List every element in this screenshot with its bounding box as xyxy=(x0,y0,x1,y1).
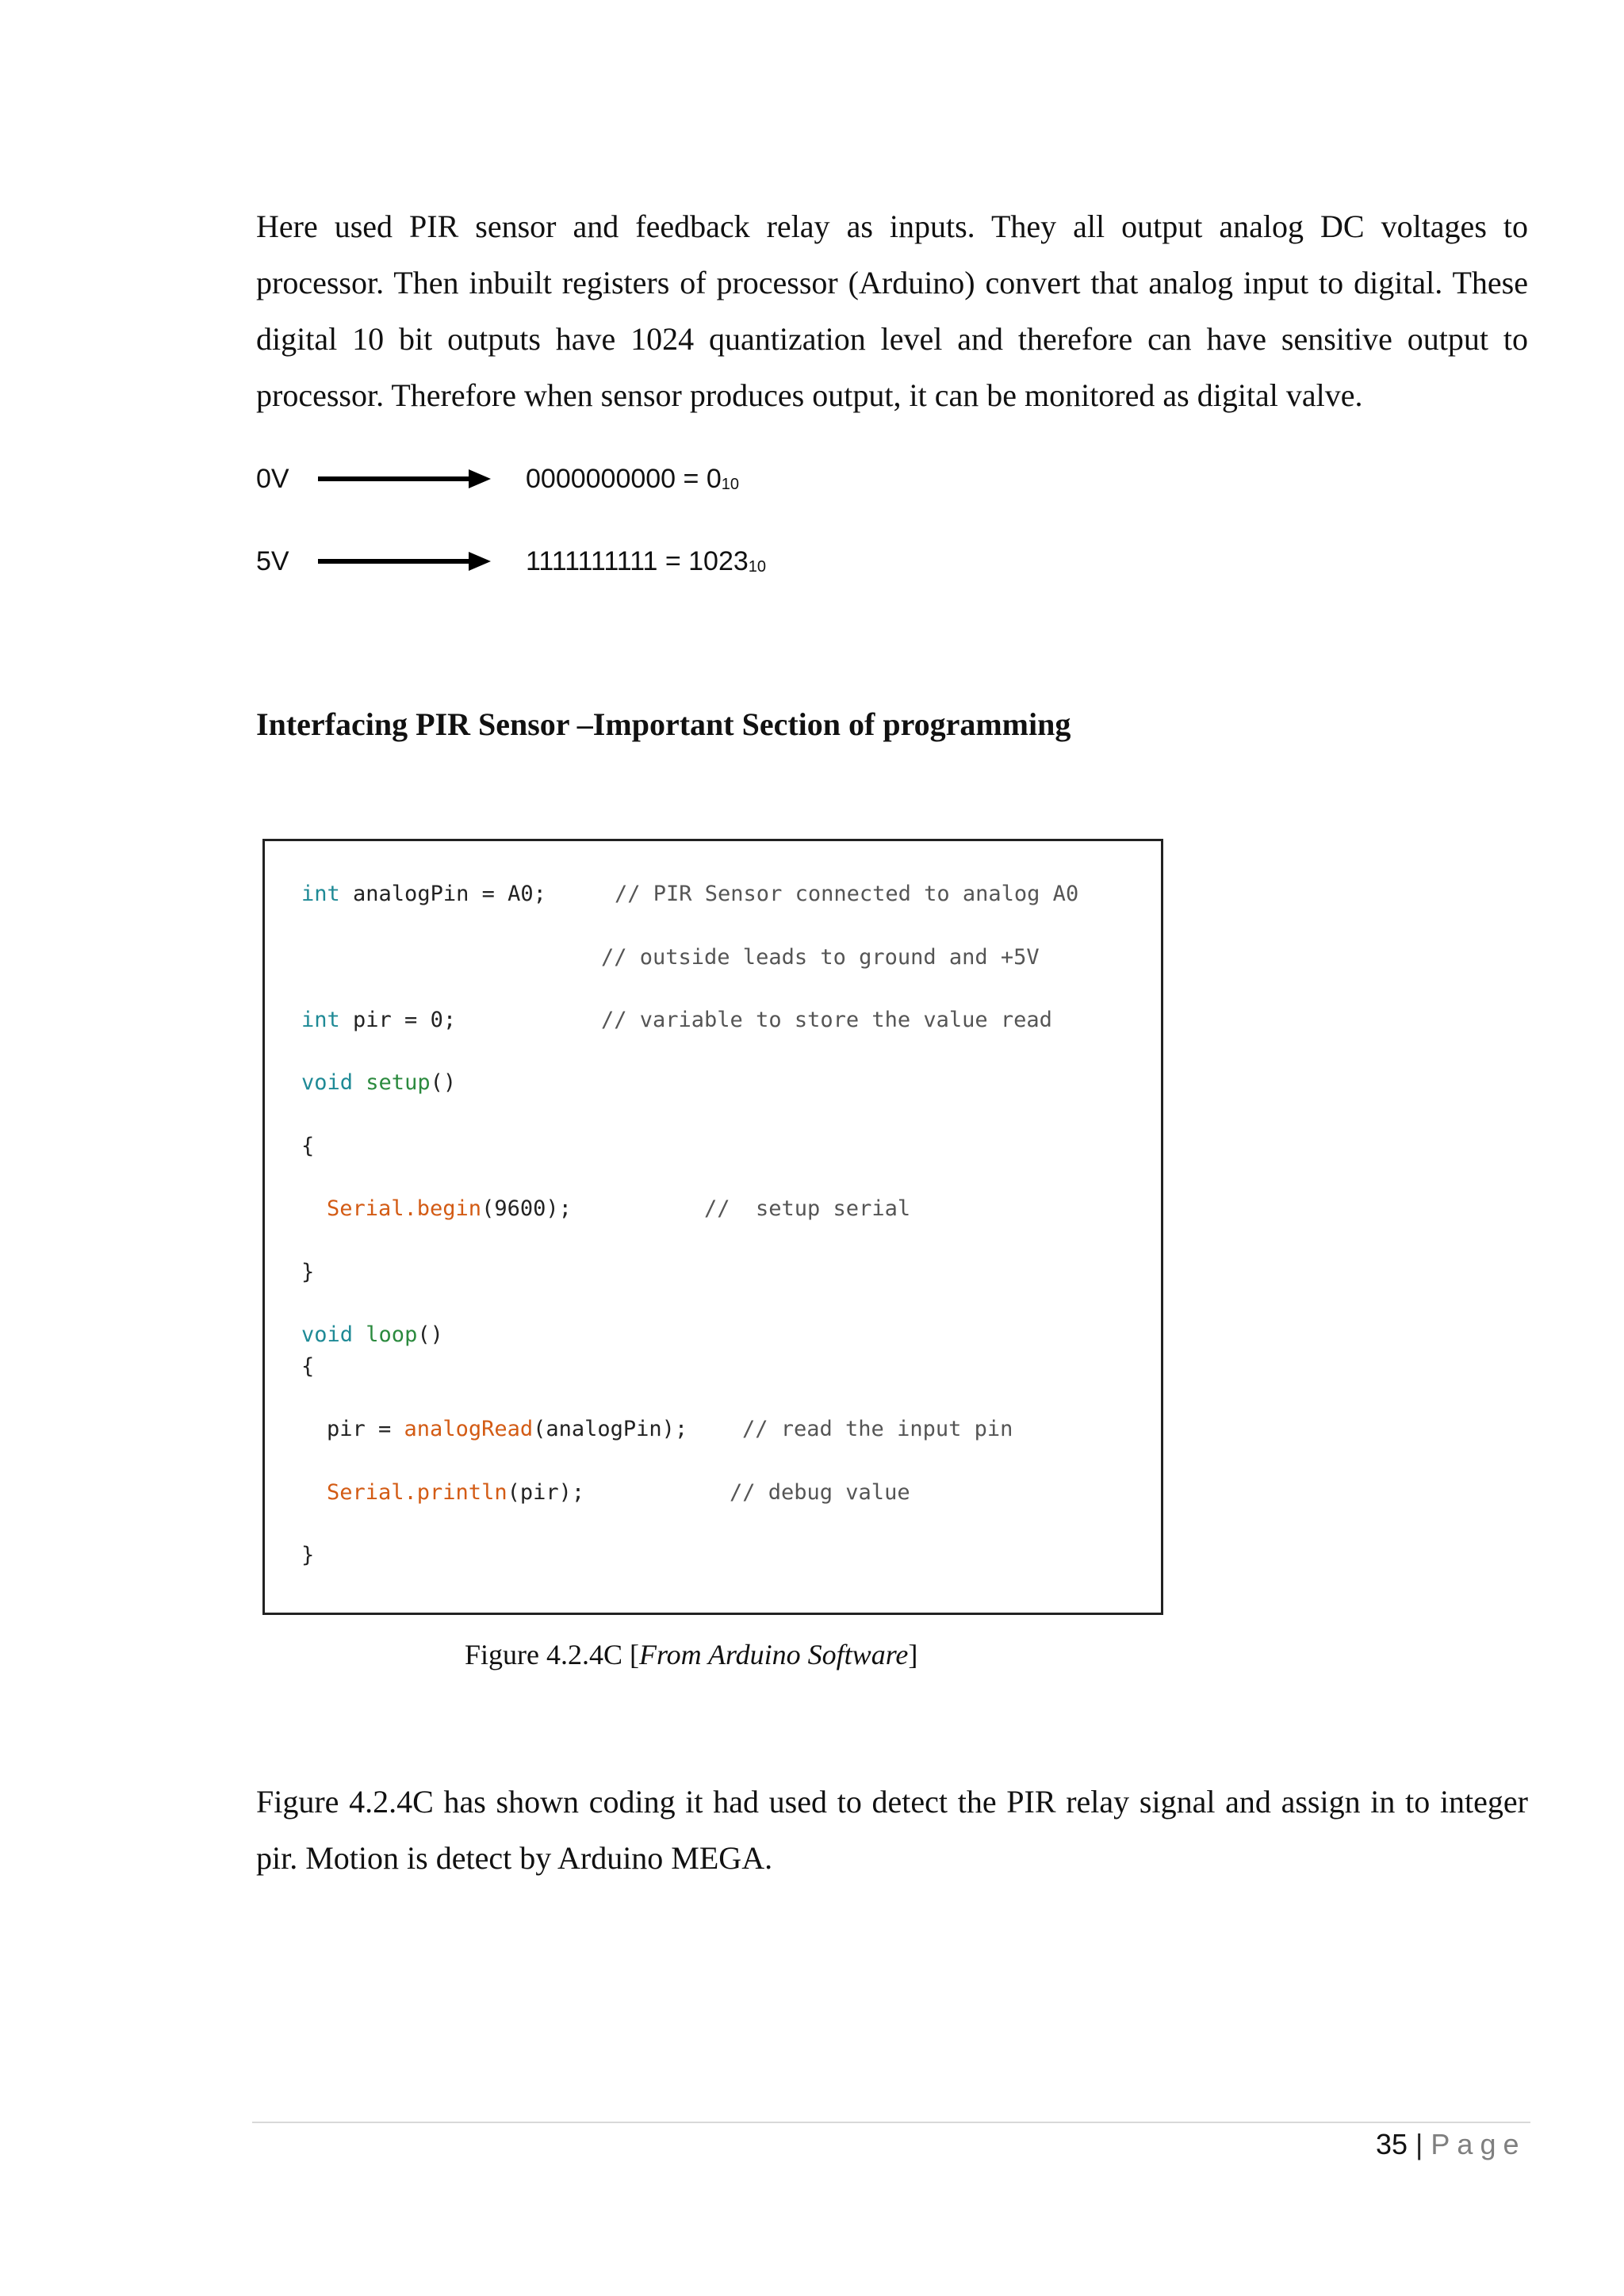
body-paragraph-1: Here used PIR sensor and feedback relay as inputs. They all output analog DC voltages to processor. Then inbuilt registers of processor (Arduino) convert that analog input to digital. These digital 10 bit outputs have 1024 quantization level and therefore can have sensitive output to processor. Therefore when sensor produces output, it can be monitored as digital valve. xyxy=(256,209,1528,413)
base-subscript: 10 xyxy=(721,476,739,493)
voltage-label: 0V xyxy=(256,464,289,494)
code-line: Serial.begin(9600); // setup serial xyxy=(327,1196,911,1221)
code-line: int analogPin = A0; // PIR Sensor connected to analog A0 xyxy=(301,882,1079,906)
footer-divider xyxy=(252,2122,1530,2123)
code-line: } xyxy=(301,1543,315,1567)
base-subscript: 10 xyxy=(748,558,767,576)
page-number: 35 xyxy=(1376,2128,1408,2160)
right-arrow-icon xyxy=(318,467,491,491)
code-line: void loop() xyxy=(301,1322,443,1347)
binary-value: $0000000000 = 0_{10}$ xyxy=(526,464,739,494)
code-line: Serial.println(pir); // debug value xyxy=(327,1480,910,1505)
page-footer xyxy=(1376,2128,1526,2161)
code-line: int pir = 0; // variable to store the value read xyxy=(301,1008,1052,1032)
right-arrow-icon xyxy=(318,549,491,573)
figure-caption: Figure 4.2.4C [From Arduino Software] xyxy=(465,1639,918,1670)
body-paragraph-2: Figure 4.2.4C has shown coding it had used to detect the PIR relay signal and assign in to integer pir. Motion is detect by Arduino MEGA. xyxy=(256,1784,1528,1876)
code-line: pir = analogRead(analogPin); // read the input pin xyxy=(327,1417,1013,1441)
code-line: { xyxy=(301,1134,315,1158)
page-separator: | xyxy=(1408,2128,1431,2160)
section-heading: Interfacing PIR Sensor –Important Section of programming xyxy=(256,706,1071,742)
code-figure: int analogPin = A0; // PIR Sensor connected to analog A0 // outside leads to ground and +5V int pir = 0; // variable to store the value read void setup() { Serial.begin(9600); // setup serial } void loop() { pir = analogRead(analogPin); // read the input pin Serial.println(pir); // debug value } xyxy=(262,839,1163,1615)
code-line: { xyxy=(301,1354,315,1379)
page-label: Page xyxy=(1431,2128,1526,2160)
voltage-label: 5V xyxy=(256,546,289,576)
code-line: void setup() xyxy=(301,1070,457,1095)
conversion-row-0v xyxy=(256,456,970,503)
code-line: } xyxy=(301,1260,315,1284)
binary-value: $1111111111 = 1023_{10}$ xyxy=(526,546,767,576)
conversion-row-5v xyxy=(256,538,970,586)
